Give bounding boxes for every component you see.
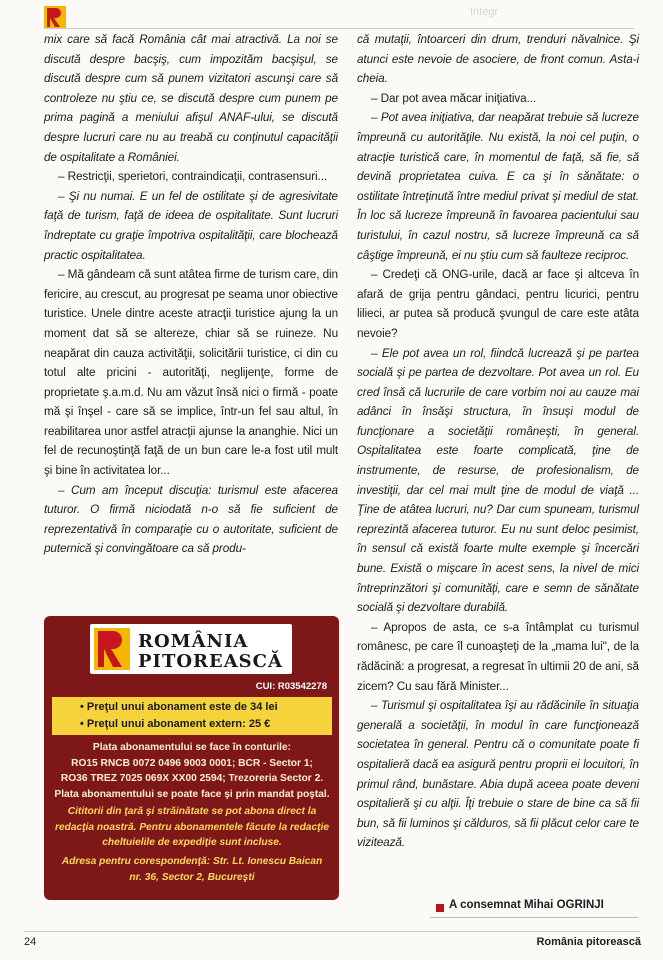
ad-address-line: nr. 36, Sector 2, Bucureşti bbox=[129, 871, 255, 883]
magazine-logo-icon bbox=[44, 6, 66, 28]
publication-name: România pitorească bbox=[536, 936, 641, 948]
signature-marker bbox=[436, 904, 444, 912]
article-paragraph: – Şi nu numai. E un fel de ostilitate şi de agresivitate faţă de turism, faţă de ideea de ospitalitate. Sunt lucruri îndreptate cu graţie împotriva ospitalităţii, care blochează practic ospitalitatea. bbox=[44, 189, 338, 262]
ad-address-block bbox=[50, 854, 334, 885]
ad-readers-line: redacţia noastră. Pentru abonamentele făcute la redacţie bbox=[54, 821, 330, 833]
ad-price-line2: • Preţul unui abonament extern: 25 € bbox=[80, 718, 271, 730]
article-paragraph: – Mă gândeam că sunt atâtea firme de turism care, din fericire, au crescut, au progresat pe seama unor obiective turistice. Unele dintre aceste atracţii turistice ajung la un moment dat să se altereze, chiar să se ruineze. Nu neapărat din cauza activităţii, solicitării turistice, ci din cu totul alte pricini - autorităţi, neglijenţe, forme de proprietate ş.a.m.d. Nu am văzut însă nici o firmă - poate mă şi înşel - care să se implice, într-un fel sau altul, în reabilitarea unor astfel atracţii ajunse la ananghie. Nici un fel de recunoştinţă faţă de un bun care le-a fost util mult şi bine în activitatea lor... bbox=[44, 268, 338, 478]
footer-rule bbox=[24, 931, 640, 932]
ad-payment-line: RO36 TREZ 7025 069X XX00 2594; Trezoreria Sector 2. bbox=[60, 773, 324, 784]
ad-address-line: Adresa pentru corespondenţă: Str. Lt. Ionescu Baican bbox=[61, 856, 323, 867]
header-faint-text: Integr bbox=[470, 6, 499, 18]
ad-payment-block bbox=[50, 740, 334, 802]
ad-price-box bbox=[52, 697, 332, 735]
ad-logo bbox=[90, 624, 292, 674]
article-paragraph: – Turismul şi ospitalitatea îşi au rădăcinile în situaţia generală a societăţii, în modul în care funcţionează societatea în general. Pentru că o comunitate poate fi ospitalieră dacă ea asigură pentru proprii ei locuitori, în primul rând, bunăstare. Abia după aceea poate deveni ospitalieră şi cu alţii. Îţi trebuie o stare de bine ca să fii bun, să fii luminos şi călduros, să fii plăcut celor care te vizitează. bbox=[357, 699, 639, 850]
article-paragraph: – Restricţii, sperietori, contraindicaţii, contrasensuri... bbox=[58, 170, 328, 184]
article-paragraph: mix care să facă România cât mai atractivă. La noi se discută despre bacşiş, cum impozităm bacşişul, se discută despre cum să punem vizitatori ascunşi care să controleze nu ştiu ce, se discută despre cum punem pe prima pagină a meniului afişul ANAF-ului, se discută despre lucruri care nu au treabă cu conţinutul capacităţii de ospitalitate a României. bbox=[44, 33, 338, 164]
ad-readers-line: cheltuielile de expediţie sunt incluse. bbox=[102, 837, 282, 848]
article-paragraph: – Ele pot avea un rol, fiindcă lucrează şi pe partea socială şi pe partea de dezvoltare. Pot avea un rol. Eu cred însă că lucrurile de care vorbim noi au cauze mai adânci în însăşi structura, în însuşi modul de funcţionare a societăţii româneşti, în general. Ospitalitatea este foarte complicată, ţine de instrumente, de resurse, de profesionalism, de investiţii, dar cel mai mult ţine de modul de viaţă ... Ţine de atâtea lucruri, nu? Dar cum spuneam, turismul reprezintă afacerea tuturor. Eu nu sunt deloc pesimist, în sensul că există foarte multe exemple şi încercări bune. Există o mişcare în acest sens, la nivel de mici întreprinzători şi comunităţi, care e semn de sănătate socială şi dezvoltare durabilă. bbox=[357, 346, 639, 615]
article-paragraph: – Cum am început discuţia: turismul este afacerea tuturor. O firmă niciodată n-o să fie suficient de reprezentativă în comparaţie cu o autoritate, suficient de puternică şi convingătoare ca să produ- bbox=[44, 483, 338, 556]
article-paragraph: – Credeţi că ONG-urile, dacă ar face şi altceva în afară de grija pentru gândaci, pentru licurici, pentru lilieci, ar putea să producă şvungul de care este atâta nevoie? bbox=[357, 268, 639, 340]
ad-brand-line1: ROMÂNIA bbox=[138, 631, 249, 652]
author-signature: A consemnat Mihai OGRINJI bbox=[449, 899, 604, 911]
ad-readers-block bbox=[50, 804, 334, 851]
ad-payment-line: Plata abonamentului se face în conturile: bbox=[92, 742, 292, 753]
signature-rule bbox=[430, 917, 638, 918]
article-paragraph: – Dar pot avea măcar iniţiativa... bbox=[371, 91, 537, 105]
ad-brand-line2: PITOREASCĂ bbox=[138, 651, 283, 672]
ad-cui: CUI: R03542278 bbox=[255, 681, 327, 692]
left-column bbox=[44, 30, 338, 559]
ad-price-line1: • Preţul unui abonament este de 34 lei bbox=[80, 701, 278, 713]
article-paragraph: – Pot avea iniţiativa, dar neapărat trebuie să lucreze împreună cu autorităţile. Nu există, la noi cel puţin, o atracţie turistică care, în momentul de faţă, să fie, să devină proprietatea cuiva. E ca şi în sănătate: o ostilitate întreţinută între mediul privat şi mediul de stat. În loc să lucreze împreună în favoarea pacientului sau turistului, în cazul nostru, să lucreze împreună ca să câştige împreună, ei nu ştiu cum să faulteze reciproc. bbox=[357, 111, 639, 262]
article-paragraph: că mutaţii, întoarceri din drum, trenduri năvalnice. Şi atunci este nevoie de asociere, de front comun. Asta-i cheia. bbox=[357, 33, 639, 86]
right-column bbox=[357, 30, 639, 853]
article-paragraph: – Apropos de asta, ce s-a întâmplat cu turismul românesc, pe care îl cunoaşteţi de la „mama lui", de la rădăcină: a progresat, a regresat în ultimii 20 de ani, să zicem? Cu sau fără Minister... bbox=[357, 620, 639, 693]
ad-readers-line: Cititorii din ţară şi străinătate se pot abona direct la bbox=[67, 806, 317, 817]
page-number: 24 bbox=[24, 936, 37, 948]
header-rule bbox=[44, 28, 634, 29]
ad-payment-line: RO15 RNCB 0072 0496 9003 0001; BCR - Sector 1; bbox=[71, 757, 313, 769]
r-logo-icon bbox=[94, 628, 130, 670]
ad-payment-line: Plata abonamentului se poate face şi prin mandat poştal. bbox=[54, 788, 330, 800]
subscription-ad bbox=[44, 616, 339, 900]
